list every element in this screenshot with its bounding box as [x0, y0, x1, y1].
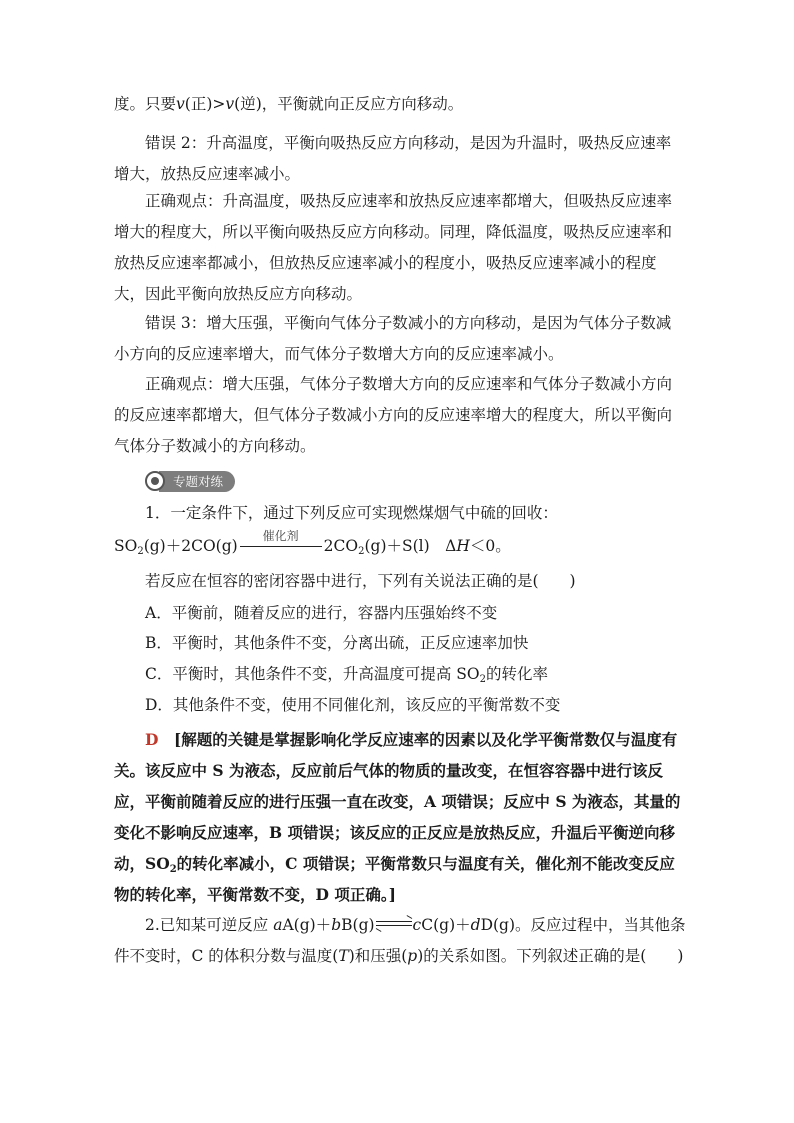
paragraph-correct-view-2: 正确观点：增大压强，气体分子数增大方向的反应速率和气体分子数减小方向的反应速率都增大，但气体分子数减小方向的反应速率增大的程度大，所以平衡向气体分子数减小的方向移动。	[114, 375, 673, 455]
catalyst-arrow: 催化剂	[238, 533, 324, 553]
paragraph-mistake-3: 错误 3：增大压强，平衡向气体分子数减小的方向移动，是因为气体分子数减小方向的反应速率增大，而气体分子数增大方向的反应速率减小。	[114, 314, 672, 363]
question-1-stem: 1．一定条件下，通过下列反应可实现燃煤烟气中硫的回收：	[145, 504, 558, 522]
answer-explanation: D [解题的关键是掌握影响化学反应速率的因素以及化学平衡常数仅与温度有关。该反应中 S 为液态，反应前后气体的物质的量改变，在恒容容器中进行该反应，平衡前随着反应的进行压强一直在改变，A 项错误；反应中 S 为液态，其量的变化不影响反应速率，B 项错误；该反应的正反应是放热反应，升温后平衡逆向移动，$SO_2$的转化率减小，C 项错误；平衡常数只与温度有关，催化剂不能改变反应物的转化率，平衡常数不变，D 项正确。]	[114, 730, 681, 904]
option-b: B．平衡时，其他条件不变，分离出硫，正反应速率加快	[145, 634, 529, 652]
equilibrium-arrow-icon	[376, 919, 412, 929]
question-1-ask: 若反应在恒容的密闭容器中进行，下列有关说法正确的是( )	[145, 572, 576, 590]
question-2-stem: 2.已知某可逆反应 aA(g)＋bB(g) cC(g)＋dD(g)。反应过程中，当其他条件不变时，C 的体积分数与温度(T)和压强(p)的关系如图。下列叙述正确的是( )	[114, 916, 686, 965]
option-c: C．平衡时，其他条件不变，升高温度可提高 $SO_2$的转化率	[145, 665, 549, 685]
section-banner	[145, 470, 235, 492]
question-1-equation: $SO_2(g)+2CO(g)$ 催化剂 $2CO_2(g)+S(l)$ ΔH＜0。	[114, 529, 511, 557]
answer-letter: D	[145, 730, 159, 749]
option-d: D．其他条件不变，使用不同催化剂，该反应的平衡常数不变	[145, 696, 561, 714]
target-icon	[145, 471, 165, 491]
section-banner-label: 专题对练	[159, 471, 235, 492]
paragraph-mistake-2: 错误 2：升高温度，平衡向吸热反应方向移动，是因为升温时，吸热反应速率增大，放热反应速率减小。	[114, 134, 672, 183]
paragraph-continuation: 度。只要v(正)>v(逆)，平衡就向正反应方向移动。	[114, 95, 464, 113]
option-a: A．平衡前，随着反应的进行，容器内压强始终不变	[145, 604, 498, 622]
paragraph-correct-view-1: 正确观点：升高温度，吸热反应速率和放热反应速率都增大，但吸热反应速率增大的程度大，所以平衡向吸热反应方向移动。同理，降低温度，吸热反应速率和放热反应速率都减小，但放热反应速率减小的程度小，吸热反应速率减小的程度大，因此平衡向放热反应方向移动。	[114, 192, 673, 303]
